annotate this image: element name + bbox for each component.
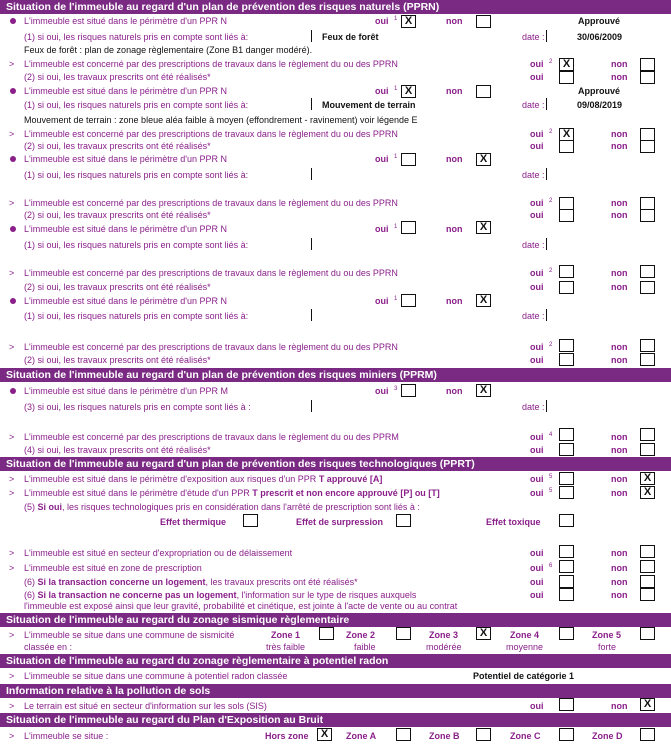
zone-3-checkbox[interactable]: X bbox=[476, 627, 491, 640]
zone-3-label: Zone 3 bbox=[429, 630, 459, 640]
non-label: non bbox=[611, 701, 628, 711]
pprm-lies-label: (3) si oui, les risques naturels pris en compte sont liés à : bbox=[24, 402, 251, 412]
oui-checkbox[interactable] bbox=[559, 588, 574, 601]
sismique-commune-label: L'immeuble se situe dans une commune de sismicité bbox=[24, 630, 235, 640]
oui-checkbox[interactable] bbox=[401, 384, 416, 397]
zone-2-label: Zone 2 bbox=[346, 630, 376, 640]
non-checkbox[interactable]: X bbox=[476, 153, 491, 166]
pprn-date: 30/06/2009 bbox=[577, 32, 623, 42]
oui-checkbox[interactable] bbox=[401, 294, 416, 307]
chevron-right-icon: > bbox=[9, 342, 15, 352]
date-label: date : bbox=[522, 311, 545, 321]
pprn-lies-label: (1) si oui, les risques naturels pris en compte sont liés à: bbox=[24, 311, 249, 321]
pprn-risk: Mouvement de terrain bbox=[322, 100, 416, 110]
pprn-lies-label: (1) si oui, les risques naturels pris en compte sont liés à: bbox=[24, 32, 249, 42]
oui-label: oui bbox=[530, 210, 544, 220]
pprn-realises-label: (2) si oui, les travaux prescrits ont été réalisés* bbox=[24, 141, 211, 151]
sols-sis-label: Le terrain est situé en secteur d'information sur les sols (SIS) bbox=[24, 701, 267, 711]
separator bbox=[546, 309, 547, 321]
non-label: non bbox=[611, 342, 628, 352]
zone-b-label: Zone B bbox=[429, 731, 460, 741]
pprt-logement-label: (6) Si la transaction concerne un logement, les travaux prescrits ont été réalisés* bbox=[24, 577, 358, 587]
oui-checkbox[interactable] bbox=[559, 472, 574, 485]
footnote-2: 2 bbox=[549, 342, 553, 348]
pprm-realises-label: (4) si oui, les travaux prescrits ont été réalisés* bbox=[24, 445, 211, 455]
oui-label: oui bbox=[530, 445, 544, 455]
footnote-2: 2 bbox=[549, 198, 553, 204]
separator bbox=[546, 238, 547, 250]
non-checkbox[interactable] bbox=[640, 443, 655, 456]
oui-checkbox[interactable] bbox=[559, 575, 574, 588]
non-checkbox[interactable] bbox=[640, 428, 655, 441]
pprn-concerne-label: L'immeuble est concerné par des prescriptions de travaux dans le règlement du ou des PPRN bbox=[24, 342, 398, 352]
section-header-pprt: Situation de l'immeuble au regard d'un plan de prévention des risques technologiques (PPRT) bbox=[0, 457, 671, 471]
oui-label: oui bbox=[530, 129, 544, 139]
footnote-1: 1 bbox=[394, 296, 398, 302]
oui-checkbox[interactable] bbox=[559, 140, 574, 153]
oui-label: oui bbox=[530, 577, 544, 587]
non-checkbox[interactable]: X bbox=[476, 384, 491, 397]
zone-4-desc: moyenne bbox=[506, 642, 544, 652]
non-label: non bbox=[446, 154, 463, 164]
zone-1-checkbox[interactable] bbox=[319, 627, 334, 640]
zone-1-desc: très faible bbox=[266, 642, 306, 652]
section-header-bruit: Situation de l'immeuble au regard du Plan d'Exposition au Bruit bbox=[0, 713, 671, 727]
chevron-right-icon: > bbox=[9, 701, 15, 711]
oui-label: oui bbox=[530, 590, 544, 600]
non-label: non bbox=[446, 386, 463, 396]
oui-checkbox[interactable] bbox=[559, 71, 574, 84]
pprn-lies-label: (1) si oui, les risques naturels pris en compte sont liés à: bbox=[24, 170, 249, 180]
oui-checkbox[interactable]: X bbox=[401, 85, 416, 98]
oui-checkbox[interactable] bbox=[559, 209, 574, 222]
section-header-sismique: Situation de l'immeuble au regard du zonage sismique règlementaire bbox=[0, 613, 671, 627]
oui-checkbox[interactable] bbox=[559, 281, 574, 294]
oui-checkbox[interactable] bbox=[559, 486, 574, 499]
zone-1-label: Zone 1 bbox=[271, 630, 301, 640]
separator bbox=[311, 30, 312, 42]
non-label: non bbox=[611, 432, 628, 442]
bruit-label: L'immeuble se situe : bbox=[24, 731, 109, 741]
oui-checkbox[interactable] bbox=[559, 353, 574, 366]
non-checkbox[interactable] bbox=[640, 545, 655, 558]
pprn-status: Approuvé bbox=[578, 86, 621, 96]
oui-label: oui bbox=[530, 563, 544, 573]
zone-a-checkbox[interactable] bbox=[396, 728, 411, 741]
chevron-right-icon: > bbox=[9, 488, 15, 498]
date-label: date : bbox=[522, 100, 545, 110]
chevron-right-icon: > bbox=[9, 563, 15, 573]
oui-label: oui bbox=[375, 386, 389, 396]
oui-label: oui bbox=[530, 432, 544, 442]
non-checkbox[interactable] bbox=[640, 265, 655, 278]
non-label: non bbox=[446, 224, 463, 234]
date-label: date : bbox=[522, 402, 545, 412]
separator bbox=[311, 400, 312, 412]
separator bbox=[311, 98, 312, 110]
chevron-right-icon: > bbox=[9, 198, 15, 208]
non-label: non bbox=[611, 355, 628, 365]
effet-thermique-label: Effet thermique bbox=[160, 517, 227, 527]
radon-value: Potentiel de catégorie 1 bbox=[473, 671, 575, 681]
oui-checkbox[interactable] bbox=[559, 698, 574, 711]
oui-label: oui bbox=[530, 474, 544, 484]
bullet-icon bbox=[10, 18, 16, 24]
sismique-classee-label: classée en : bbox=[24, 642, 73, 652]
non-label: non bbox=[611, 590, 628, 600]
footnote-1: 1 bbox=[394, 154, 398, 160]
non-label: non bbox=[446, 16, 463, 26]
non-checkbox[interactable] bbox=[640, 353, 655, 366]
non-checkbox[interactable] bbox=[476, 15, 491, 28]
chevron-right-icon: > bbox=[9, 731, 15, 741]
oui-checkbox[interactable] bbox=[401, 153, 416, 166]
zone-a-label: Zone A bbox=[346, 731, 377, 741]
footnote-2: 2 bbox=[549, 59, 553, 65]
non-label: non bbox=[446, 86, 463, 96]
pprn-realises-label: (2) si oui, les travaux prescrits ont été réalisés* bbox=[24, 210, 211, 220]
footnote-5: 5 bbox=[549, 488, 553, 494]
non-checkbox[interactable] bbox=[640, 560, 655, 573]
effet-toxique-label: Effet toxique bbox=[486, 517, 541, 527]
pprn-realises-label: (2) si oui, les travaux prescrits ont été réalisés* bbox=[24, 282, 211, 292]
footnote-1: 1 bbox=[394, 86, 398, 92]
non-label: non bbox=[611, 141, 628, 151]
oui-checkbox[interactable] bbox=[559, 560, 574, 573]
zone-2-checkbox[interactable] bbox=[396, 627, 411, 640]
pprn-concerne-label: L'immeuble est concerné par des prescriptions de travaux dans le règlement du ou des PPRN bbox=[24, 198, 398, 208]
non-checkbox[interactable] bbox=[640, 58, 655, 71]
pprn-risk: Feux de forêt bbox=[322, 32, 379, 42]
non-checkbox[interactable]: X bbox=[476, 294, 491, 307]
pprn-perimetre-label: L'immeuble est situé dans le périmètre d'un PPR N bbox=[24, 154, 228, 164]
non-checkbox[interactable] bbox=[640, 281, 655, 294]
pprn-note: Mouvement de terrain : zone bleue aléa faible à moyen (effondrement - ravinement) voir légende E bbox=[24, 115, 418, 125]
bullet-icon bbox=[10, 226, 16, 232]
non-checkbox[interactable] bbox=[640, 575, 655, 588]
zone-d-checkbox[interactable] bbox=[640, 728, 655, 741]
oui-label: oui bbox=[530, 282, 544, 292]
zone-4-checkbox[interactable] bbox=[559, 627, 574, 640]
separator bbox=[546, 400, 547, 412]
footnote-6: 6 bbox=[549, 563, 553, 569]
oui-checkbox[interactable] bbox=[401, 221, 416, 234]
chevron-right-icon: > bbox=[9, 548, 15, 558]
pprt-expropriation-label: L'immeuble est situé en secteur d'expropriation ou de délaissement bbox=[24, 548, 293, 558]
separator bbox=[311, 309, 312, 321]
bullet-icon bbox=[10, 156, 16, 162]
bullet-icon bbox=[10, 88, 16, 94]
footnote-5: 5 bbox=[549, 474, 553, 480]
radon-label: L'immeuble se situe dans une commune à potentiel radon classée bbox=[24, 671, 288, 681]
zone-2-desc: faible bbox=[354, 642, 376, 652]
section-header-pprn: Situation de l'immeuble au regard d'un plan de prévention des risques naturels (PPRN) bbox=[0, 0, 671, 14]
footnote-2: 2 bbox=[549, 129, 553, 135]
pprn-concerne-label: L'immeuble est concerné par des prescriptions de travaux dans le règlement du ou des PPRN bbox=[24, 59, 398, 69]
zone-5-desc: forte bbox=[598, 642, 617, 652]
chevron-right-icon: > bbox=[9, 630, 15, 640]
separator bbox=[311, 238, 312, 250]
pprt-non-logement-label: (6) Si la transaction ne concerne pas un logement, l'information sur le type de risques auxquels bbox=[24, 590, 417, 600]
non-label: non bbox=[611, 548, 628, 558]
non-label: non bbox=[611, 129, 628, 139]
non-label: non bbox=[611, 577, 628, 587]
oui-label: oui bbox=[375, 16, 389, 26]
hors-zone-checkbox[interactable]: X bbox=[317, 728, 332, 741]
separator bbox=[311, 168, 312, 180]
non-checkbox[interactable]: X bbox=[640, 486, 655, 499]
non-label: non bbox=[611, 59, 628, 69]
date-label: date : bbox=[522, 32, 545, 42]
pprt-prescrit-label: L'immeuble est situé dans le périmètre d'étude d'un PPR T prescrit et non encore approuvé [P] ou [T] bbox=[24, 488, 440, 498]
pprn-note: Feux de forêt : plan de zonage règlementaire (Zone B1 danger modéré). bbox=[24, 45, 313, 55]
zone-5-checkbox[interactable] bbox=[640, 627, 655, 640]
footnote-1: 1 bbox=[394, 16, 398, 22]
zone-3-desc: modérée bbox=[426, 642, 462, 652]
footnote-2: 2 bbox=[549, 268, 553, 274]
chevron-right-icon: > bbox=[9, 671, 15, 681]
pprm-perimetre-label: L'immeuble est situé dans le périmètre d'un PPR M bbox=[24, 386, 229, 396]
section-header-radon: Situation de l'immeuble au regard du zonage règlementaire à potentiel radon bbox=[0, 654, 671, 668]
zone-d-label: Zone D bbox=[592, 731, 623, 741]
zone-5-label: Zone 5 bbox=[592, 630, 622, 640]
bullet-icon bbox=[10, 388, 16, 394]
non-label: non bbox=[611, 474, 628, 484]
oui-label: oui bbox=[530, 342, 544, 352]
non-checkbox[interactable] bbox=[476, 85, 491, 98]
non-checkbox[interactable] bbox=[640, 588, 655, 601]
non-label: non bbox=[611, 488, 628, 498]
section-header-sols: Information relative à la pollution de sols bbox=[0, 684, 671, 698]
non-checkbox[interactable]: X bbox=[640, 698, 655, 711]
oui-label: oui bbox=[530, 488, 544, 498]
chevron-right-icon: > bbox=[9, 432, 15, 442]
pprt-prescription-label: L'immeuble est situé en zone de prescription bbox=[24, 563, 202, 573]
footnote-4: 4 bbox=[549, 432, 553, 438]
section-header-pprm: Situation de l'immeuble au regard d'un plan de prévention des risques miniers (PPRM) bbox=[0, 368, 671, 382]
non-label: non bbox=[611, 445, 628, 455]
date-label: date : bbox=[522, 240, 545, 250]
pprn-perimetre-label: L'immeuble est situé dans le périmètre d'un PPR N bbox=[24, 86, 228, 96]
non-checkbox[interactable]: X bbox=[640, 472, 655, 485]
oui-label: oui bbox=[530, 268, 544, 278]
chevron-right-icon: > bbox=[9, 59, 15, 69]
oui-label: oui bbox=[530, 72, 544, 82]
oui-label: oui bbox=[530, 59, 544, 69]
oui-label: oui bbox=[530, 141, 544, 151]
zone-4-label: Zone 4 bbox=[510, 630, 540, 640]
non-checkbox[interactable] bbox=[640, 140, 655, 153]
oui-checkbox[interactable] bbox=[559, 545, 574, 558]
pprn-perimetre-label: L'immeuble est situé dans le périmètre d'un PPR N bbox=[24, 16, 228, 26]
pprn-lies-label: (1) si oui, les risques naturels pris en compte sont liés à: bbox=[24, 240, 249, 250]
oui-checkbox[interactable] bbox=[559, 339, 574, 352]
oui-checkbox[interactable]: X bbox=[401, 15, 416, 28]
bullet-icon bbox=[10, 298, 16, 304]
hors-zone-label: Hors zone bbox=[265, 731, 309, 741]
zone-c-label: Zone C bbox=[510, 731, 541, 741]
oui-label: oui bbox=[375, 296, 389, 306]
date-label: date : bbox=[522, 170, 545, 180]
non-checkbox[interactable] bbox=[640, 71, 655, 84]
pprt-si-oui-label: (5) Si oui, les risques technologiques pris en considération dans l'arrêté de prescription sont liés à : bbox=[24, 502, 420, 512]
chevron-right-icon: > bbox=[9, 268, 15, 278]
oui-checkbox[interactable] bbox=[559, 265, 574, 278]
oui-label: oui bbox=[375, 154, 389, 164]
footnote-1: 1 bbox=[394, 224, 398, 230]
non-checkbox[interactable]: X bbox=[476, 221, 491, 234]
separator bbox=[546, 168, 547, 180]
pprn-lies-label: (1) si oui, les risques naturels pris en compte sont liés à: bbox=[24, 100, 249, 110]
non-checkbox[interactable] bbox=[640, 209, 655, 222]
effet-toxique-checkbox[interactable] bbox=[559, 514, 574, 527]
oui-checkbox[interactable]: X bbox=[559, 128, 574, 141]
oui-label: oui bbox=[530, 198, 544, 208]
non-label: non bbox=[611, 210, 628, 220]
non-label: non bbox=[611, 198, 628, 208]
chevron-right-icon: > bbox=[9, 129, 15, 139]
oui-label: oui bbox=[375, 86, 389, 96]
pprn-realises-label: (2) si oui, les travaux prescrits ont été réalisés* bbox=[24, 72, 211, 82]
pprm-concerne-label: L'immeuble est concerné par des prescriptions de travaux dans le règlement du ou des PPRM bbox=[24, 432, 399, 442]
effet-surpression-label: Effet de surpression bbox=[296, 517, 384, 527]
footnote-3: 3 bbox=[394, 386, 398, 392]
chevron-right-icon: > bbox=[9, 474, 15, 484]
non-label: non bbox=[611, 268, 628, 278]
pprn-realises-label: (2) si oui, les travaux prescrits ont été réalisés* bbox=[24, 355, 211, 365]
oui-label: oui bbox=[375, 224, 389, 234]
oui-label: oui bbox=[530, 355, 544, 365]
pprn-perimetre-label: L'immeuble est situé dans le périmètre d'un PPR N bbox=[24, 296, 228, 306]
non-label: non bbox=[611, 282, 628, 292]
oui-checkbox[interactable] bbox=[559, 428, 574, 441]
zone-c-checkbox[interactable] bbox=[559, 728, 574, 741]
separator bbox=[546, 30, 547, 42]
non-checkbox[interactable] bbox=[640, 339, 655, 352]
non-label: non bbox=[446, 296, 463, 306]
non-label: non bbox=[611, 72, 628, 82]
pprn-date: 09/08/2019 bbox=[577, 100, 623, 110]
zone-b-checkbox[interactable] bbox=[476, 728, 491, 741]
non-label: non bbox=[611, 563, 628, 573]
pprn-status: Approuvé bbox=[578, 16, 621, 26]
effet-thermique-checkbox[interactable] bbox=[243, 514, 258, 527]
pprn-concerne-label: L'immeuble est concerné par des prescriptions de travaux dans le règlement du ou des PPRN bbox=[24, 268, 398, 278]
effet-surpression-checkbox[interactable] bbox=[396, 514, 411, 527]
pprt-approuve-label: L'immeuble est situé dans le périmètre d'exposition aux risques d'un PPR T approuvé [A] bbox=[24, 474, 383, 484]
separator bbox=[546, 98, 547, 110]
oui-checkbox[interactable] bbox=[559, 443, 574, 456]
pprn-concerne-label: L'immeuble est concerné par des prescriptions de travaux dans le règlement du ou des PPRN bbox=[24, 129, 398, 139]
pprt-expose-label: l'immeuble est exposé ainsi que leur gravité, probabilité et cinétique, est jointe à l'acte de vente ou au contrat bbox=[24, 601, 458, 611]
pprn-perimetre-label: L'immeuble est situé dans le périmètre d'un PPR N bbox=[24, 224, 228, 234]
oui-checkbox[interactable]: X bbox=[559, 58, 574, 71]
oui-label: oui bbox=[530, 548, 544, 558]
oui-label: oui bbox=[530, 701, 544, 711]
